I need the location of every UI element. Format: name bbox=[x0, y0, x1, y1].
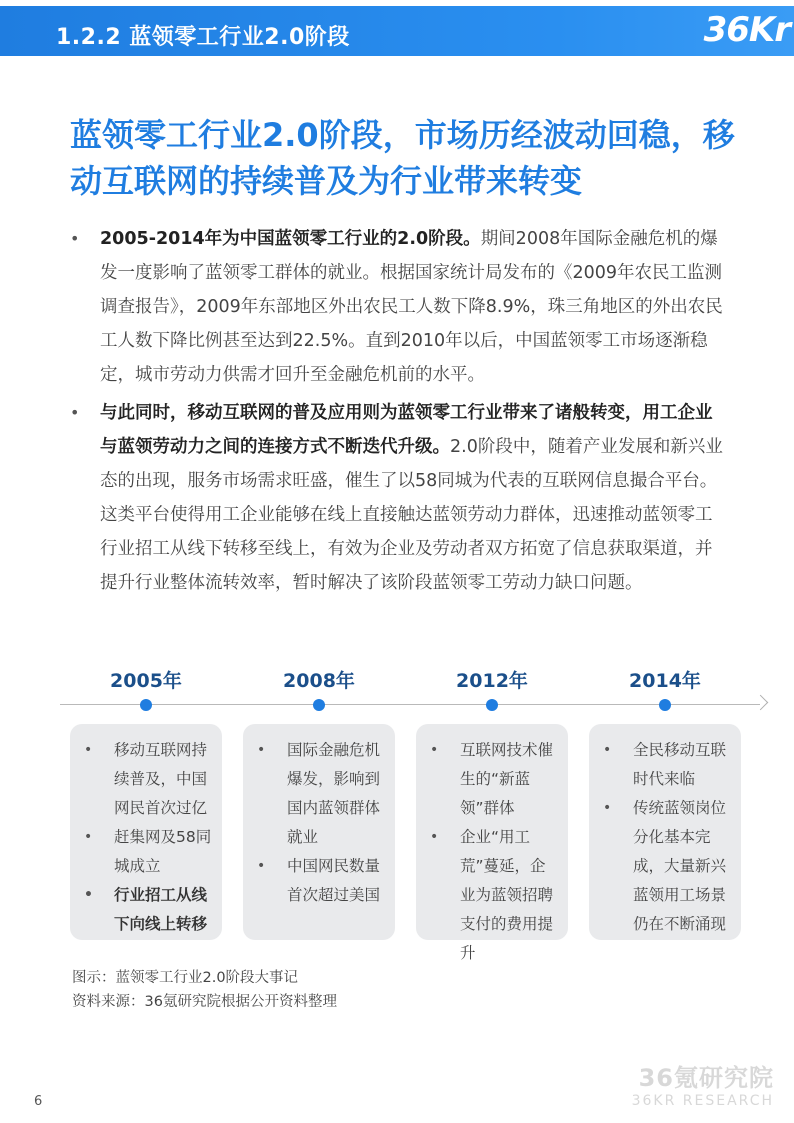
footer-brand-en: 36KR RESEARCH bbox=[631, 1093, 774, 1109]
timeline-year: 2012年 bbox=[456, 670, 528, 692]
timeline-item bbox=[257, 852, 387, 910]
timeline-card bbox=[243, 724, 395, 940]
timeline-item-text: 传统蓝领岗位分化基本完成，大量新兴蓝领用工场景仍在不断涌现 bbox=[633, 799, 727, 933]
brand-logo: 36Kr bbox=[703, 10, 790, 50]
bullet-lead: 与此同时，移动互联网的普及应用则为蓝领零工行业带来了诸般转变，用工企业与蓝领劳动力之间的连接方式不断迭代升级。 bbox=[100, 403, 713, 457]
timeline-card bbox=[589, 724, 741, 940]
bullet-dot-icon: • bbox=[84, 887, 93, 903]
timeline-dot bbox=[140, 699, 152, 711]
bullet-body: 2.0阶段中，随着产业发展和新兴业态的出现，服务市场需求旺盛，催生了以58同城为代表的互联网信息撮合平台。这类平台使得用工企业能够在线上直接触达蓝领劳动力群体，迅速推动蓝领零工行业招工从线下转移至线上，有效为企业及劳动者双方拓宽了信息获取渠道，并提升行业整体流转效率，暂时解决了该阶段蓝领零工劳动力缺口问题。 bbox=[100, 437, 723, 593]
timeline-axis bbox=[60, 704, 760, 705]
header-bar bbox=[0, 6, 794, 56]
bullet-lead: 2005-2014年为中国蓝领零工行业的2.0阶段。 bbox=[100, 229, 481, 249]
figure-caption bbox=[72, 966, 337, 1014]
bullet-dot-icon: • bbox=[257, 858, 266, 874]
bullet-dot-icon: • bbox=[70, 403, 80, 422]
timeline-item bbox=[430, 823, 560, 968]
page-headline: 蓝领零工行业2.0阶段，市场历经波动回稳，移动互联网的持续普及为行业带来转变 bbox=[70, 116, 735, 200]
figure-source: 资料来源：36氪研究院根据公开资料整理 bbox=[72, 994, 337, 1010]
timeline-year: 2005年 bbox=[110, 670, 182, 692]
footer-brand-cn: 36氪研究院 bbox=[638, 1064, 774, 1092]
bullet-dot-icon: • bbox=[84, 829, 93, 845]
timeline-dot bbox=[659, 699, 671, 711]
bullet-body: 期间2008年国际金融危机的爆发一度影响了蓝领零工群体的就业。根据国家统计局发布的《2009年农民工监测调查报告》，2009年东部地区外出农民工人数下降8.9%，珠三角地区的外出农民工人数下降比例甚至达到22.5%。直到2010年以后，中国蓝领零工市场逐渐稳定，城市劳动力供需才回升至金融危机前的水平。 bbox=[100, 229, 723, 385]
timeline-item-text: 企业“用工荒”蔓延，企业为蓝领招聘支付的费用提升 bbox=[460, 828, 554, 962]
figure-title: 图示：蓝领零工行业2.0阶段大事记 bbox=[72, 970, 299, 986]
bullet-dot-icon: • bbox=[603, 742, 612, 758]
bullet-dot-icon: • bbox=[84, 742, 93, 758]
timeline-item bbox=[430, 736, 560, 823]
bullet-dot-icon: • bbox=[430, 829, 439, 845]
footer-logo bbox=[632, 1058, 774, 1109]
timeline-item-text: 互联网技术催生的“新蓝领”群体 bbox=[460, 741, 554, 817]
timeline-item bbox=[84, 823, 214, 881]
timeline-item-text: 国际金融危机爆发，影响到国内蓝领群体就业 bbox=[287, 741, 381, 846]
timeline-item bbox=[84, 736, 214, 823]
arrow-right-icon bbox=[753, 695, 769, 711]
bullet-item bbox=[70, 396, 726, 600]
timeline-item-text: 行业招工从线下向线上转移 bbox=[114, 886, 208, 933]
timeline-item bbox=[603, 736, 733, 794]
timeline-item-text: 中国网民数量首次超过美国 bbox=[287, 857, 381, 904]
timeline-dot bbox=[313, 699, 325, 711]
timeline-year: 2008年 bbox=[283, 670, 355, 692]
bullet-item bbox=[70, 222, 726, 392]
timeline-item-text: 赶集网及58同城成立 bbox=[114, 828, 212, 875]
page-number: 6 bbox=[34, 1094, 43, 1109]
section-title: 1.2.2 蓝领零工行业2.0阶段 bbox=[56, 25, 350, 50]
timeline-item bbox=[257, 736, 387, 852]
timeline-year: 2014年 bbox=[629, 670, 701, 692]
bullet-dot-icon: • bbox=[70, 229, 80, 248]
timeline-item-text: 全民移动互联时代来临 bbox=[633, 741, 727, 788]
bullet-dot-icon: • bbox=[257, 742, 266, 758]
timeline-card bbox=[416, 724, 568, 962]
bullet-dot-icon: • bbox=[430, 742, 439, 758]
timeline-dot bbox=[486, 699, 498, 711]
bullet-list bbox=[70, 222, 726, 604]
timeline-item bbox=[603, 794, 733, 939]
timeline-card bbox=[70, 724, 222, 940]
timeline bbox=[60, 660, 770, 962]
bullet-dot-icon: • bbox=[603, 800, 612, 816]
timeline-item-text: 移动互联网持续普及，中国网民首次过亿 bbox=[114, 741, 208, 817]
timeline-item bbox=[84, 881, 214, 939]
